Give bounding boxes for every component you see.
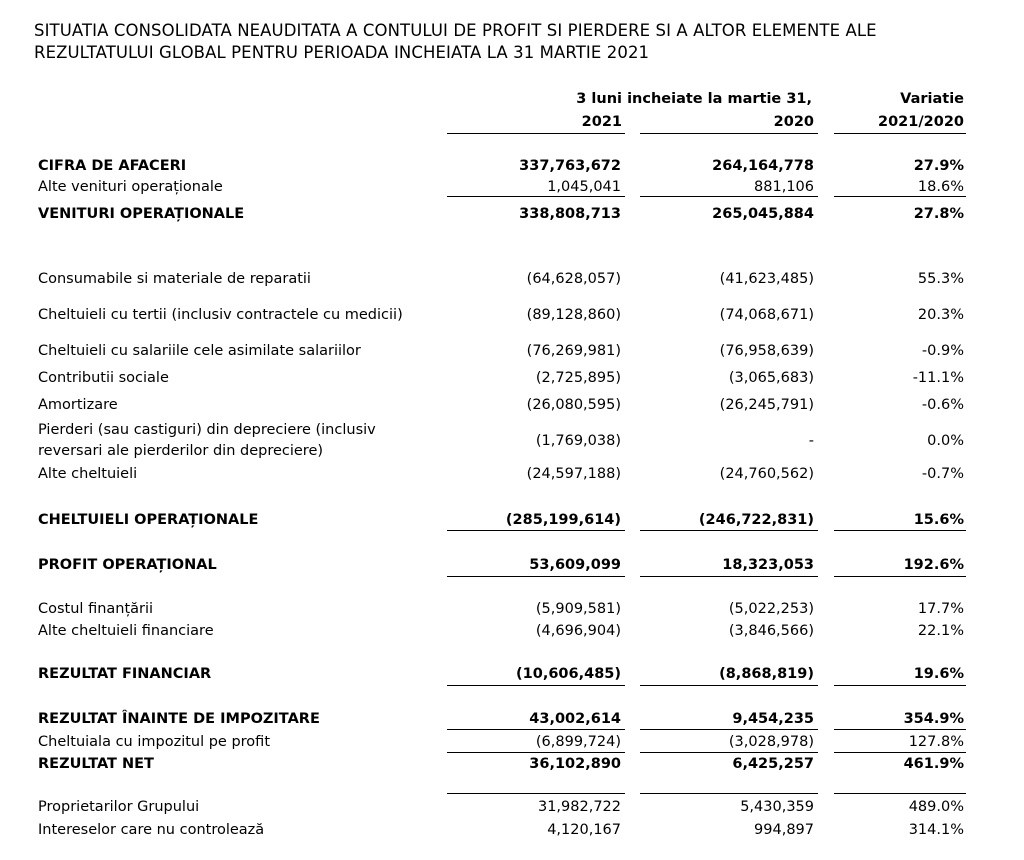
table-row-cifra-de-afaceri [0,156,1024,176]
value-variation: 17.7% [917,601,964,617]
table-row-contributii-sociale [0,368,1024,388]
value-2020: 5,430,359 [740,799,814,815]
value-2020: - [808,433,814,449]
subtotal-rule [447,729,625,730]
table-row-rezultat-financiar [0,664,1024,684]
row-label: REZULTAT NET [38,756,154,772]
table-row-interese-necontrolate [0,820,1024,840]
table-row-alte-venituri [0,177,1024,197]
table-row-profit-operational [0,555,1024,575]
value-2021: (26,080,595) [526,397,621,413]
subtotal-rule [447,196,625,197]
subtotal-rule [640,729,818,730]
value-variation: 19.6% [913,666,964,682]
value-variation: -0.7% [921,466,964,482]
row-label: Cheltuieli cu tertii (inclusiv contractele cu medicii) [38,307,403,323]
row-label: REZULTAT FINANCIAR [38,666,212,682]
value-2020: 265,045,884 [712,206,814,222]
value-2020: (8,868,819) [719,666,814,682]
total-rule [834,530,966,531]
value-2020: (26,245,791) [719,397,814,413]
value-2021: 53,609,099 [529,557,621,573]
value-2021: (89,128,860) [526,307,621,323]
value-2020: (24,760,562) [719,466,814,482]
table-row-impozit-pe-profit [0,732,1024,752]
row-label: Costul finanțării [38,601,154,617]
value-variation: 0.0% [927,433,964,449]
subtotal-rule [447,752,625,753]
row-label: PROFIT OPERAȚIONAL [38,557,217,573]
row-label: Alte cheltuieli [38,466,138,482]
row-label: Proprietarilor Grupului [38,799,200,815]
table-row-alte-cheltuieli [0,464,1024,484]
report-title-line-2: REZULTATULUI GLOBAL PENTRU PERIOADA INCHEIATA LA 31 MARTIE 2021 [34,43,650,62]
value-2021: 36,102,890 [529,756,621,772]
value-2020: (74,068,671) [719,307,814,323]
variation-header: Variatie [900,91,964,107]
header-rule-variation [834,133,966,134]
value-2020: (3,846,566) [728,623,814,639]
value-variation: -0.9% [921,343,964,359]
table-row-proprietarilor-grupului [0,797,1024,817]
report-title [34,20,1009,64]
value-variation: 15.6% [913,512,964,528]
value-2020: 264,164,778 [712,158,814,174]
subtotal-rule [834,752,966,753]
total-rule [640,576,818,577]
report-title-line-1: SITUATIA CONSOLIDATA NEAUDITATA A CONTULUI DE PROFIT SI PIERDERE SI A ALTOR ELEMENTE ALE [34,21,877,40]
table-row-costul-finantarii [0,599,1024,619]
subtotal-rule [834,729,966,730]
row-label: Alte cheltuieli financiare [38,623,214,639]
value-2020: 18,323,053 [722,557,814,573]
value-2020: (41,623,485) [719,271,814,287]
value-2021: (2,725,895) [535,370,621,386]
row-label-line-2: reversari ale pierderilor din depreciere) [38,443,324,459]
period-header: 3 luni incheiate la martie 31, [576,91,812,107]
total-rule [640,685,818,686]
value-2021: 43,002,614 [529,711,621,727]
total-rule [834,685,966,686]
value-variation: 27.9% [913,158,964,174]
value-2021: (4,696,904) [535,623,621,639]
subtotal-rule [640,196,818,197]
total-rule [447,576,625,577]
value-variation: 489.0% [908,799,964,815]
table-row-venituri-operationale [0,204,1024,224]
value-variation: 314.1% [908,822,964,838]
attribution-rule [834,793,966,794]
table-row-cheltuieli-operationale [0,510,1024,530]
value-variation: 461.9% [903,756,964,772]
value-2021: (1,769,038) [535,433,621,449]
value-2020: (246,722,831) [698,512,814,528]
value-variation: 22.1% [917,623,964,639]
value-2021: (5,909,581) [535,601,621,617]
row-label: Cheltuieli cu salariile cele asimilate salariilor [38,343,361,359]
row-label: VENITURI OPERAȚIONALE [38,206,245,222]
row-label [38,420,376,462]
total-rule [447,530,625,531]
table-row-pierderi-depreciere [0,420,1024,462]
value-2020: 881,106 [754,179,814,195]
value-2020: (3,065,683) [728,370,814,386]
table-row-cheltuieli-salarii [0,341,1024,361]
variation-period-header: 2021/2020 [877,114,964,130]
header-rule-2021 [447,133,625,134]
value-variation: 354.9% [903,711,964,727]
table-row-amortizare [0,395,1024,415]
value-variation: -11.1% [912,370,964,386]
header-rule-2020 [640,133,818,134]
value-variation: 127.8% [908,734,964,750]
row-label-line-1: Pierderi (sau castiguri) din depreciere (inclusiv [38,422,376,438]
row-label: CIFRA DE AFACERI [38,158,187,174]
value-2021: 338,808,713 [519,206,621,222]
value-2021: (24,597,188) [526,466,621,482]
table-row-rezultat-net [0,754,1024,774]
value-2020: (5,022,253) [728,601,814,617]
value-2021: (285,199,614) [505,512,621,528]
row-label: Amortizare [38,397,118,413]
subtotal-rule [834,196,966,197]
total-rule [834,576,966,577]
subtotal-rule [640,752,818,753]
value-variation: 20.3% [917,307,964,323]
value-2021: 1,045,041 [547,179,621,195]
attribution-rule [640,793,818,794]
row-label: Contributii sociale [38,370,169,386]
value-2021: (64,628,057) [526,271,621,287]
value-2020: 9,454,235 [732,711,814,727]
value-2020: 994,897 [754,822,814,838]
value-variation: -0.6% [921,397,964,413]
value-variation: 55.3% [917,271,964,287]
value-variation: 192.6% [903,557,964,573]
value-2021: (6,899,724) [535,734,621,750]
table-row-consumabile [0,269,1024,289]
row-label: Cheltuiala cu impozitul pe profit [38,734,270,750]
year-2021-header: 2021 [581,114,622,130]
attribution-rule [447,793,625,794]
total-rule [640,530,818,531]
table-row-cheltuieli-tertii [0,305,1024,325]
value-2020: (76,958,639) [719,343,814,359]
table-row-rezultat-inainte-de-impozitare [0,709,1024,729]
value-2021: (76,269,981) [526,343,621,359]
table-row-alte-cheltuieli-financiare [0,621,1024,641]
row-label: Alte venituri operaționale [38,179,223,195]
value-2021: 4,120,167 [547,822,621,838]
value-2021: 31,982,722 [537,799,621,815]
value-2021: 337,763,672 [519,158,621,174]
row-label: CHELTUIELI OPERAȚIONALE [38,512,259,528]
total-rule [447,685,625,686]
value-2021: (10,606,485) [516,666,621,682]
year-2020-header: 2020 [773,114,814,130]
value-2020: (3,028,978) [728,734,814,750]
value-variation: 18.6% [917,179,964,195]
row-label: Intereselor care nu controlează [38,822,265,838]
row-label: REZULTAT ÎNAINTE DE IMPOZITARE [38,711,320,727]
value-variation: 27.8% [913,206,964,222]
row-label: Consumabile si materiale de reparatii [38,271,311,287]
value-2020: 6,425,257 [732,756,814,772]
